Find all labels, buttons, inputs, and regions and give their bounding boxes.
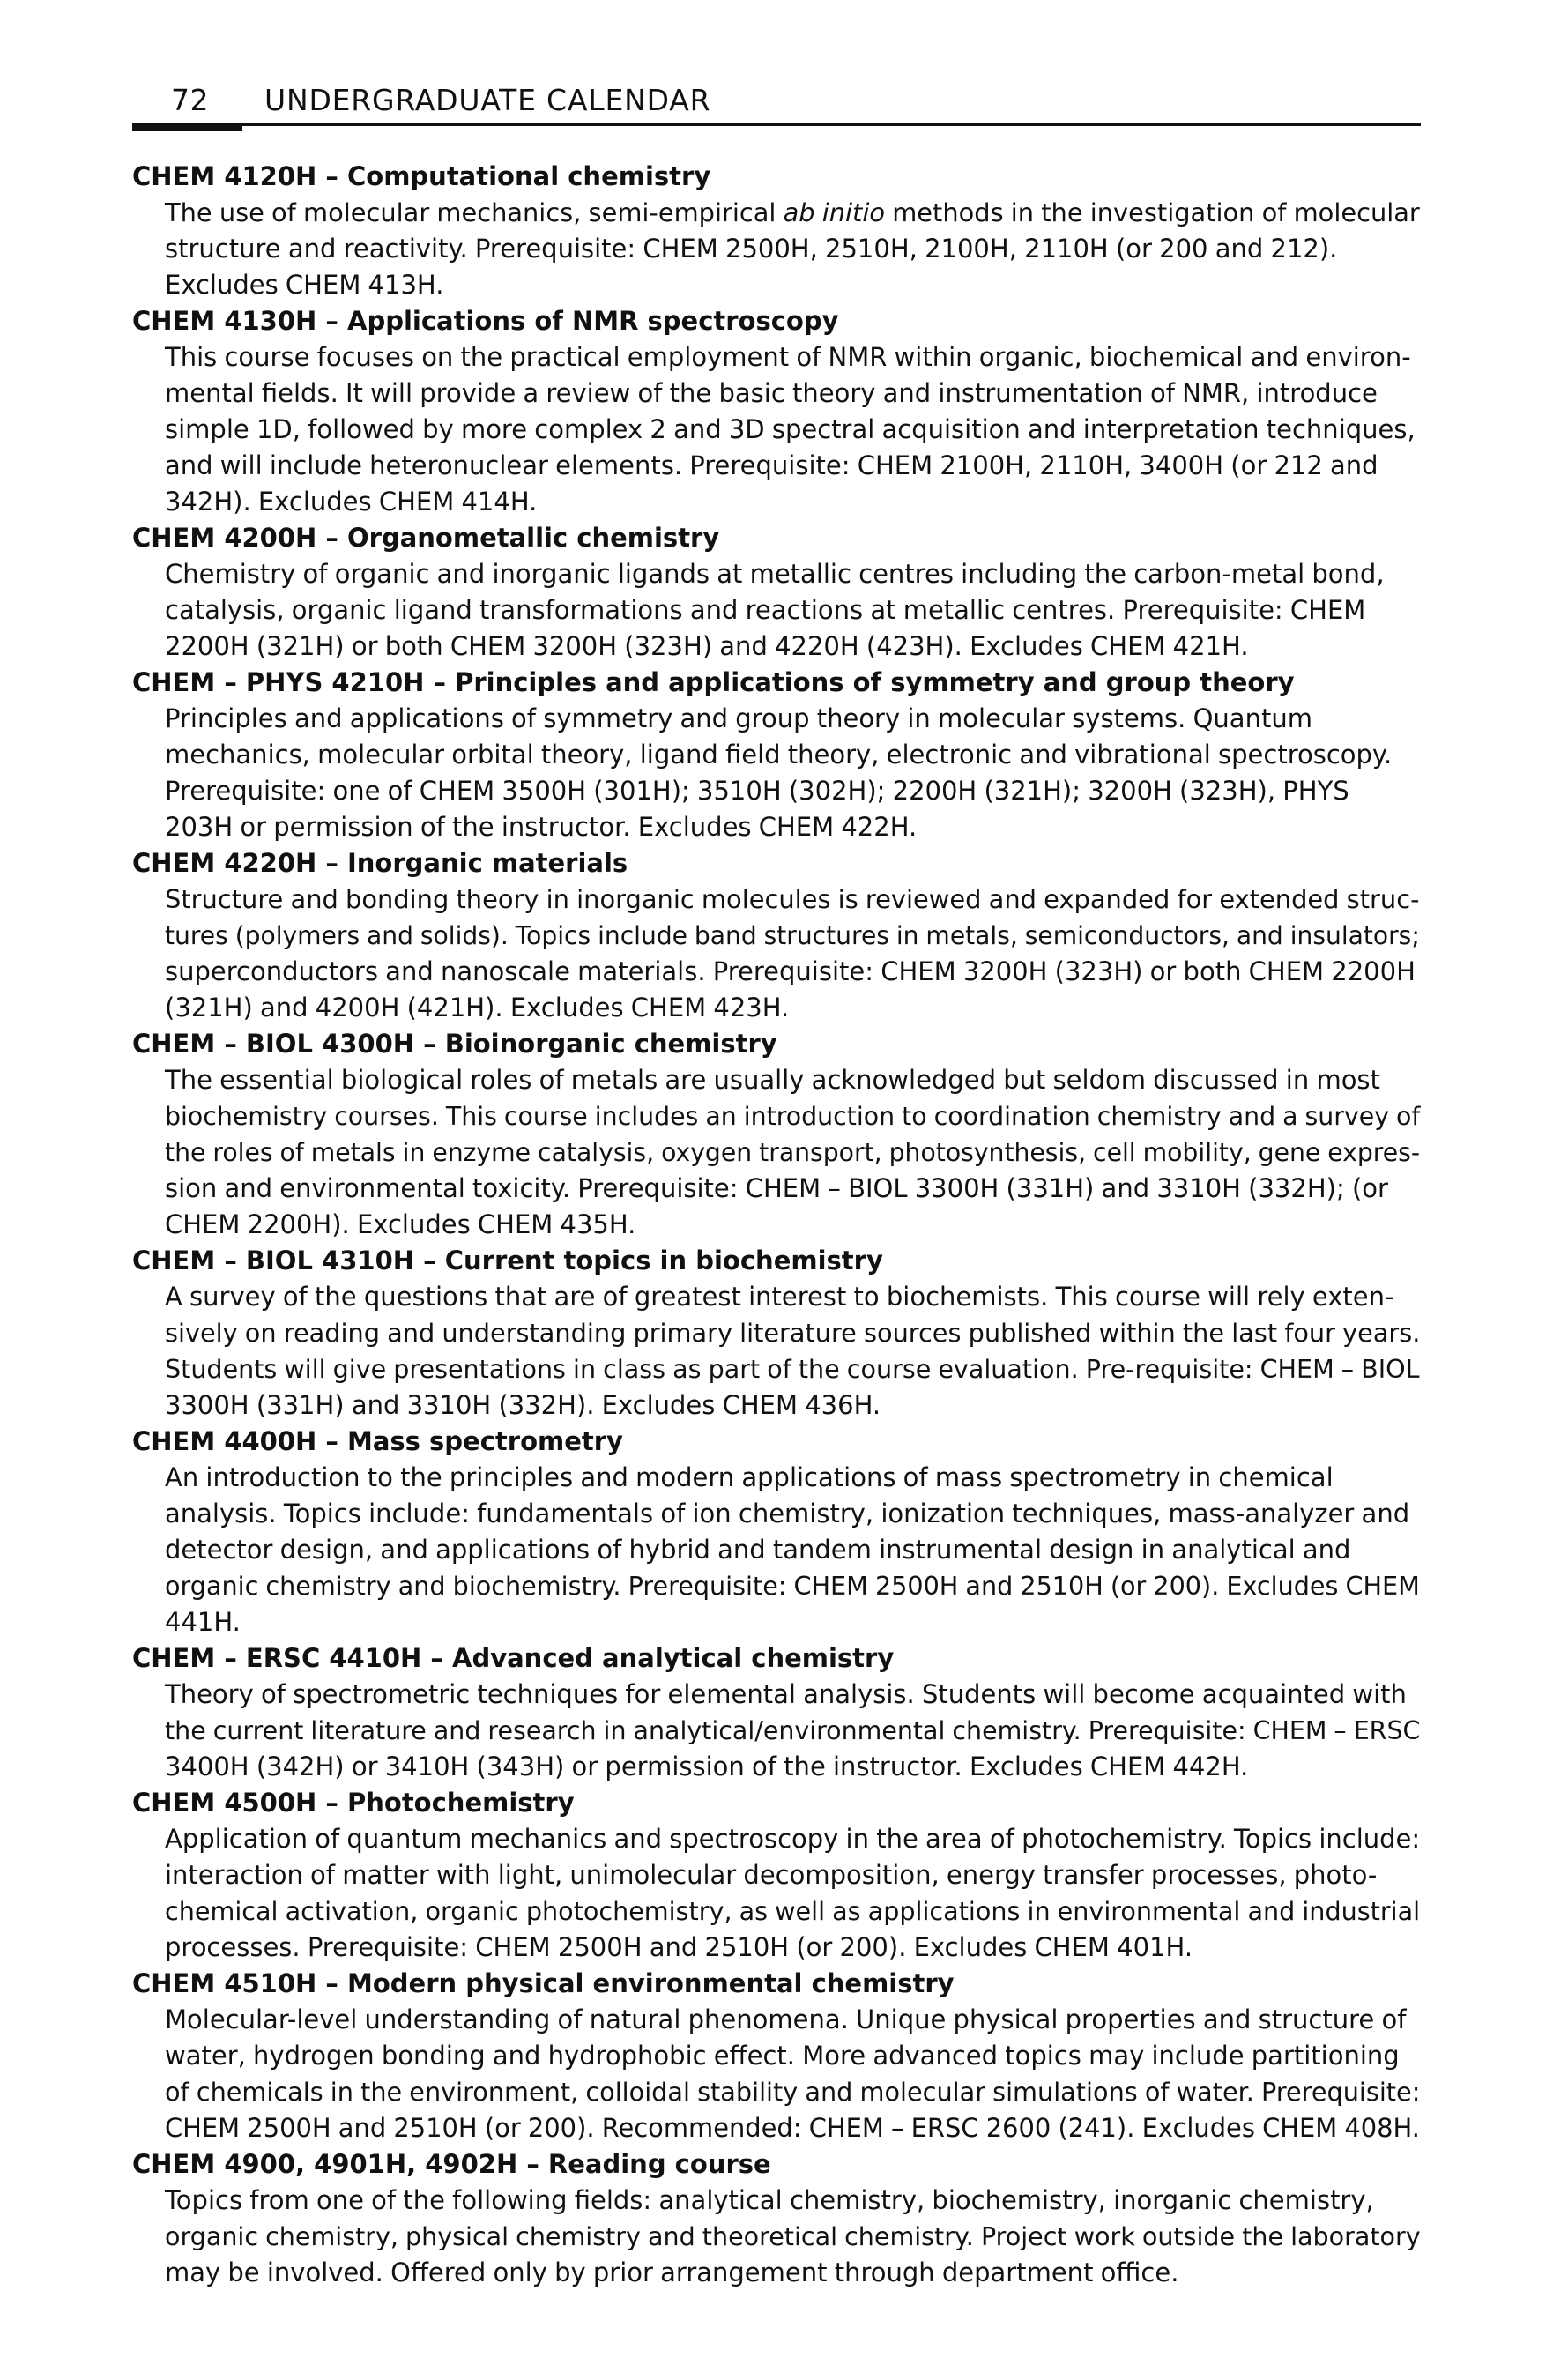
course-description-line: interaction of matter with light, unimolecular decomposition, energy transfer processes, photo- [165, 1860, 1378, 1890]
course-description [165, 339, 1421, 520]
course-description-line: Principles and applications of symmetry and group theory in molecular systems. Quantum [165, 703, 1312, 733]
course-entry [132, 1966, 1421, 2146]
course-description-line: mental fields. It will provide a review of the basic theory and instrumentation of NMR, introduce [165, 378, 1378, 408]
course-description [165, 2183, 1421, 2291]
course-description-line: Topics from one of the following fields: analytical chemistry, biochemistry, inorganic chemistry, [165, 2185, 1374, 2215]
course-description-line: the current literature and research in analytical/environmental chemistry. Prerequisite: CHEM – ERSC [165, 1716, 1421, 1745]
page-number: 72 [171, 83, 209, 117]
course-description-line: (321H) and 4200H (421H). Excludes CHEM 423H. [165, 993, 790, 1023]
course-description-line: chemical activation, organic photochemistry, as well as applications in environmental and industrial [165, 1896, 1421, 1926]
course-entry [132, 159, 1421, 303]
course-title: CHEM 4500H – Photochemistry [132, 1788, 575, 1818]
page-header [132, 81, 1421, 123]
course-description-line: The use of molecular mechanics, semi-empirical ab initio methods in the investigation of molecular [165, 197, 1420, 227]
course-title: CHEM 4200H – Organometallic chemistry [132, 523, 720, 553]
calendar-page [132, 81, 1421, 2287]
course-description-line: An introduction to the principles and modern applications of mass spectrometry in chemical [165, 1462, 1334, 1492]
course-entry [132, 1026, 1421, 1243]
course-entry [132, 665, 1421, 845]
course-entry [132, 1424, 1421, 1640]
course-description-line: structure and reactivity. Prerequisite: CHEM 2500H, 2510H, 2100H, 2110H (or 200 and 212). [165, 234, 1338, 264]
course-description-line: simple 1D, followed by more complex 2 and 3D spectral acquisition and interpretation techniques, [165, 414, 1416, 444]
course-description-line: organic chemistry and biochemistry. Prerequisite: CHEM 2500H and 2510H (or 200). Excludes CHEM [165, 1571, 1420, 1601]
course-description-line: Excludes CHEM 413H. [165, 270, 444, 300]
course-title: CHEM – PHYS 4210H – Principles and applications of symmetry and group theory [132, 667, 1295, 697]
course-title: CHEM 4220H – Inorganic materials [132, 848, 628, 878]
course-description-line: 441H. [165, 1607, 241, 1637]
course-description-line: Prerequisite: one of CHEM 3500H (301H); 3510H (302H); 2200H (321H); 3200H (323H), PHYS [165, 776, 1349, 806]
course-description-line: Chemistry of organic and inorganic ligands at metallic centres including the carbon-metal bond, [165, 559, 1385, 589]
course-description-line: detector design, and applications of hybrid and tandem instrumental design in analytical and [165, 1535, 1351, 1565]
course-description [165, 881, 1421, 1026]
course-description [165, 1821, 1421, 1966]
course-description [165, 1062, 1421, 1243]
course-description [165, 195, 1421, 303]
course-description-line: sion and environmental toxicity. Prerequisite: CHEM – BIOL 3300H (331H) and 3310H (332H); (or [165, 1173, 1388, 1203]
course-description [165, 2002, 1421, 2146]
course-description-line: 3400H (342H) or 3410H (343H) or permission of the instructor. Excludes CHEM 442H. [165, 1752, 1249, 1781]
course-description-line: the roles of metals in enzyme catalysis, oxygen transport, photosynthesis, cell mobility, gene expres- [165, 1138, 1421, 1167]
course-entry [132, 1640, 1421, 1785]
course-description-line: and will include heteronuclear elements. Prerequisite: CHEM 2100H, 2110H, 3400H (or 212 and [165, 450, 1378, 480]
course-title: CHEM – BIOL 4310H – Current topics in biochemistry [132, 1246, 883, 1276]
course-description-line: 203H or permission of the instructor. Excludes CHEM 422H. [165, 812, 918, 842]
course-description-line: Structure and bonding theory in inorganic molecules is reviewed and expanded for extended struc- [165, 884, 1420, 914]
course-entry [132, 303, 1421, 520]
course-description [165, 701, 1421, 845]
course-title: CHEM 4130H – Applications of NMR spectroscopy [132, 306, 839, 336]
course-description-line: water, hydrogen bonding and hydrophobic effect. More advanced topics may include partitioning [165, 2041, 1400, 2071]
course-entry [132, 520, 1421, 665]
course-description-line: may be involved. Offered only by prior arrangement through department office. [165, 2257, 1179, 2287]
course-description-line: A survey of the questions that are of greatest interest to biochemists. This course will rely exten- [165, 1282, 1394, 1312]
course-entry [132, 845, 1421, 1026]
course-title: CHEM 4400H – Mass spectrometry [132, 1426, 623, 1456]
course-description-line: Molecular-level understanding of natural phenomena. Unique physical properties and structure of [165, 2004, 1407, 2034]
header-rule-accent [132, 123, 242, 131]
course-description-line: 3300H (331H) and 3310H (332H). Excludes CHEM 436H. [165, 1390, 881, 1420]
course-description [165, 1460, 1421, 1640]
course-list [132, 159, 1421, 2291]
course-title: CHEM 4510H – Modern physical environmental chemistry [132, 1968, 955, 1998]
course-description [165, 556, 1421, 665]
course-description-line: 342H). Excludes CHEM 414H. [165, 487, 538, 517]
course-description-line: organic chemistry, physical chemistry and theoretical chemistry. Project work outside the laboratory [165, 2221, 1421, 2251]
course-entry [132, 1785, 1421, 1966]
course-description-line: processes. Prerequisite: CHEM 2500H and 2510H (or 200). Excludes CHEM 401H. [165, 1932, 1193, 1962]
course-title: CHEM – BIOL 4300H – Bioinorganic chemistry [132, 1029, 777, 1059]
course-title: CHEM 4120H – Computational chemistry [132, 161, 711, 191]
course-title: CHEM 4900, 4901H, 4902H – Reading course [132, 2149, 771, 2179]
course-description-line: Students will give presentations in class as part of the course evaluation. Pre-requisite: CHEM – BIOL [165, 1354, 1420, 1384]
course-entry [132, 1243, 1421, 1424]
course-description-line: CHEM 2200H). Excludes CHEM 435H. [165, 1209, 636, 1239]
course-description-line: tures (polymers and solids). Topics include band structures in metals, semiconductors, and insulators; [165, 921, 1420, 950]
course-description-line: sively on reading and understanding primary literature sources published within the last four years. [165, 1318, 1421, 1348]
header-rule [132, 123, 1421, 126]
course-description [165, 1677, 1421, 1785]
course-title: CHEM – ERSC 4410H – Advanced analytical chemistry [132, 1643, 895, 1673]
course-description-line: The essential biological roles of metals are usually acknowledged but seldom discussed in most [165, 1065, 1380, 1095]
course-description-line: CHEM 2500H and 2510H (or 200). Recommended: CHEM – ERSC 2600 (241). Excludes CHEM 408H. [165, 2113, 1420, 2143]
course-description-line: analysis. Topics include: fundamentals of ion chemistry, ionization techniques, mass-analyzer and [165, 1499, 1410, 1528]
course-description-line: 2200H (321H) or both CHEM 3200H (323H) and 4220H (423H). Excludes CHEM 421H. [165, 631, 1249, 661]
course-entry [132, 2146, 1421, 2291]
course-description-line: biochemistry courses. This course includes an introduction to coordination chemistry and a survey of [165, 1102, 1421, 1131]
course-description-line: mechanics, molecular orbital theory, ligand field theory, electronic and vibrational spectroscopy. [165, 740, 1393, 770]
course-description-line: Application of quantum mechanics and spectroscopy in the area of photochemistry. Topics include: [165, 1824, 1421, 1854]
course-description-line: superconductors and nanoscale materials. Prerequisite: CHEM 3200H (323H) or both CHEM 2200H [165, 956, 1416, 986]
course-description [165, 1279, 1421, 1424]
course-description-line: This course focuses on the practical employment of NMR within organic, biochemical and environ- [165, 342, 1411, 372]
course-description-line: of chemicals in the environment, colloidal stability and molecular simulations of water. Prerequisite: [165, 2077, 1421, 2107]
running-title: UNDERGRADUATE CALENDAR [264, 83, 711, 117]
course-description-line: Theory of spectrometric techniques for elemental analysis. Students will become acquainted with [165, 1679, 1407, 1709]
course-description-line: catalysis, organic ligand transformations and reactions at metallic centres. Prerequisite: CHEM [165, 595, 1366, 625]
